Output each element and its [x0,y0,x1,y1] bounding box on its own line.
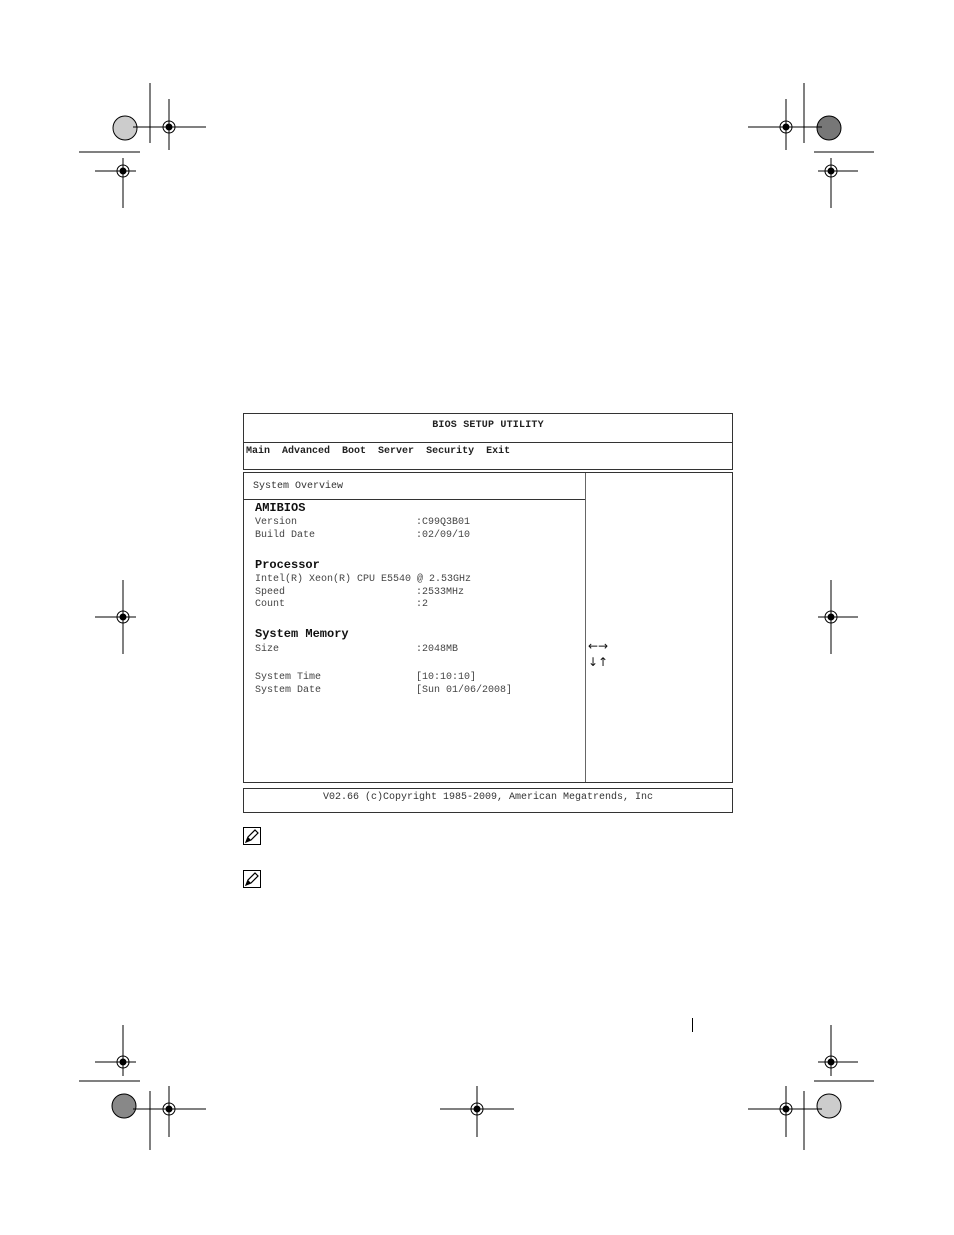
header-divider [244,442,732,443]
panel-title: System Overview [253,481,344,492]
menu-server[interactable]: Server [378,446,415,457]
left-right-arrows-icon: ←→ [588,639,609,653]
bios-header-box [243,413,733,470]
speed-value: :2533MHz [416,587,465,598]
version-label: Version [255,517,298,528]
build-date-label: Build Date [255,530,316,541]
menu-exit[interactable]: Exit [486,446,511,457]
memory-size-label: Size [255,644,280,655]
amibios-heading: AMIBIOS [255,501,306,515]
up-down-arrows-icon: ↓↑ [588,655,609,669]
menu-boot[interactable]: Boot [342,446,367,457]
menu-security[interactable]: Security [426,446,475,457]
bios-footer-box [243,788,733,813]
memory-size-value: :2048MB [416,644,459,655]
system-time-label: System Time [255,672,322,683]
pencil-note-icon [243,870,261,888]
help-panel-divider [585,473,586,782]
copyright-text: V02.66 (c)Copyright 1985-2009, American Megatrends, Inc [322,792,654,803]
system-date-value[interactable]: [Sun 01/06/2008] [416,685,513,696]
speed-label: Speed [255,587,286,598]
pencil-note-icon [243,827,261,845]
processor-heading: Processor [255,558,320,572]
system-date-label: System Date [255,685,322,696]
cpu-name: Intel(R) Xeon(R) CPU E5540 @ 2.53GHz [255,574,472,585]
system-time-value[interactable]: [10:10:10] [416,672,477,683]
build-date-value: :02/09/10 [416,530,471,541]
bios-main-panel [243,472,733,783]
memory-heading: System Memory [255,627,349,641]
menu-main[interactable]: Main [246,446,271,457]
page-number-tick [692,1018,693,1032]
bios-menu-bar [246,446,510,457]
panel-title-divider [244,499,585,500]
version-value: :C99Q3B01 [416,517,471,528]
count-value: :2 [416,599,429,610]
menu-advanced[interactable]: Advanced [282,446,331,457]
bios-title: BIOS SETUP UTILITY [432,420,544,431]
count-label: Count [255,599,286,610]
